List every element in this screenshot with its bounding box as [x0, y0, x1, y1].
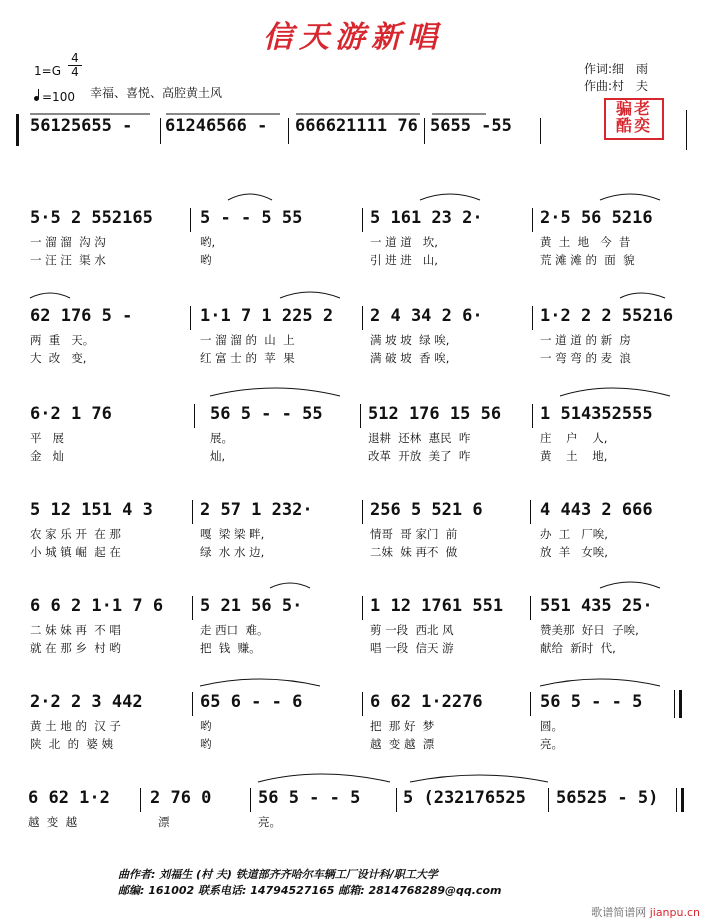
slur-arc [280, 292, 340, 298]
lyrics-verse-1: 一 溜 溜 的 山 上 [200, 333, 295, 347]
measure-notes: 1·2 2 2 55216 [540, 306, 674, 326]
seal-line-2: 酷奕 [615, 116, 652, 135]
lyrics-verse-2: 黄 土 地, [540, 449, 608, 463]
slur-arc [410, 775, 548, 782]
measure-notes: 5 161 23 2· [370, 208, 483, 228]
slur-arc [540, 679, 660, 686]
measure-notes: 56525 - 5) [556, 788, 659, 808]
slur-arc [200, 679, 320, 686]
lyrics-verse-1: 一 道 道 坎, [370, 235, 438, 249]
lyrics-verse-1: 圆。 [540, 719, 563, 733]
lyrics-verse-2: 就 在 那 乡 村 哟 [30, 641, 121, 655]
lyrics-verse-2: 亮。 [540, 737, 563, 751]
measure-notes: 56 5 - - 5 [540, 692, 643, 712]
measure-notes: 2 4 34 2 6· [370, 306, 483, 326]
lyrics-verse-2: 哟 [200, 253, 212, 267]
composer-credit: 作曲:村 夫 [584, 79, 649, 93]
lyrics-verse-1: 情哥 哥 家门 前 [370, 527, 458, 541]
measure-notes: 551 435 25· [540, 596, 653, 616]
measure-notes: 5655 -55 [430, 116, 512, 136]
lyrics-verse-2: 灿, [210, 449, 226, 463]
lyrics-verse-2: 大 改 变, [30, 351, 87, 365]
lyrics-verse-1: 二 妹 妹 再 不 唱 [30, 623, 121, 637]
lyrics-verse-2: 越 变 越 漂 [370, 737, 435, 751]
site-watermark [591, 904, 700, 920]
slur-arc [600, 194, 660, 200]
lyrics-verse-1: 满 坡 坡 绿 唉, [370, 333, 450, 347]
lyrics-verse-2: 荒 滩 滩 的 面 貌 [540, 253, 635, 267]
lyrics-verse-2: 红 富 士 的 苹 果 [200, 351, 295, 365]
lyricist-credit: 作词:细 雨 [584, 62, 649, 76]
watermark-site: 歌谱简谱网 [591, 906, 647, 919]
measure-notes: 62 176 5 - [30, 306, 133, 326]
style-description: 幸福、喜悦、高腔黄土风 [90, 86, 223, 100]
lyrics-verse-2: 引 进 进 山, [370, 253, 438, 267]
lyrics-verse-2: 哟 [200, 737, 212, 751]
measure-notes: 56 5 - - 55 [210, 404, 323, 424]
measure-notes: 6 62 1·2 [28, 788, 110, 808]
lyrics-verse-2: 把 钱 赚。 [200, 641, 261, 655]
slur-arc [620, 293, 665, 298]
measure-notes: 5 12 151 4 3 [30, 500, 153, 520]
measure-notes: 61246566 - [165, 116, 268, 136]
lyrics-verse-1: 黄 土 地 的 汉 子 [30, 719, 121, 733]
lyrics-verse-2: 改革 开放 美了 咋 [368, 449, 471, 463]
lyrics-verse-1: 农 家 乐 开 在 那 [30, 527, 121, 541]
lyrics-verse-1: 越 变 越 [28, 815, 78, 829]
lyrics-verse-2: 一 弯 弯 的 麦 浪 [540, 351, 631, 365]
measure-notes: 65 6 - - 6 [200, 692, 303, 712]
measure-notes: 5 (232176525 [403, 788, 526, 808]
measure-notes: 5 21 56 5· [200, 596, 303, 616]
lyrics-verse-1: 把 那 好 梦 [370, 719, 435, 733]
lyrics-verse-2: 一 汪 汪 渠 水 [30, 253, 106, 267]
song-title: 信天游新唱 [263, 20, 443, 55]
key-signature: 1=G [34, 64, 61, 78]
measure-notes: 2·2 2 3 442 [30, 692, 143, 712]
measure-notes: 6·2 1 76 [30, 404, 112, 424]
lyrics-verse-2: 唱 一段 信天 游 [370, 641, 454, 655]
lyrics-verse-1: 一 溜 溜 沟 沟 [30, 235, 106, 249]
lyrics-verse-1: 展。 [210, 431, 233, 445]
meter-top: 4 [71, 51, 79, 65]
measure-notes: 6 62 1·2276 [370, 692, 483, 712]
slur-arc [270, 583, 310, 588]
measure-notes: 56125655 - [30, 116, 133, 136]
lyrics-verse-2: 陕 北 的 婆 姨 [30, 737, 114, 751]
slur-arc [210, 388, 340, 396]
slur-arc [560, 388, 670, 396]
lyrics-verse-1: 退耕 还林 惠民 咋 [368, 431, 471, 445]
lyrics-verse-2: 二妹 妹 再不 做 [370, 545, 458, 559]
lyrics-verse-2: 献给 新时 代, [540, 641, 616, 655]
lyrics-verse-1: 哟 [200, 719, 212, 733]
slur-arc [258, 774, 390, 782]
lyrics-verse-1: 黄 土 地 今 昔 [540, 235, 631, 249]
lyrics-verse-2: 小 城 镇 崛 起 在 [30, 545, 121, 559]
lyrics-verse-2: 金 灿 [30, 449, 64, 463]
measure-notes: 512 176 15 56 [368, 404, 502, 424]
meter-bottom: 4 [68, 65, 82, 79]
composer-info: 曲作者: 刘福生 (村 夫) 铁道部齐齐哈尔车辆工厂设计科/职工大学 [118, 868, 438, 881]
measure-notes: 1·1 7 1 225 2 [200, 306, 334, 326]
measure-notes: 2 57 1 232· [200, 500, 313, 520]
lyrics-verse-1: 平 展 [30, 431, 64, 445]
measure-notes: 5 - - 5 55 [200, 208, 303, 228]
lyrics-verse-2: 放 羊 女唉, [540, 545, 608, 559]
measure-notes: 6 6 2 1·1 7 6 [30, 596, 164, 616]
lyrics-verse-1: 两 重 天。 [30, 333, 95, 347]
measure-notes: 4 443 2 666 [540, 500, 653, 520]
lyrics-verse-1: 走 西口 难。 [200, 623, 269, 637]
slur-arc [420, 194, 480, 200]
lyrics-verse-1: 亮。 [258, 815, 281, 829]
contact-info: 邮编: 161002 联系电话: 14794527165 邮箱: 2814768289@qq.com [118, 884, 502, 897]
lyrics-verse-2: 满 破 坡 香 唉, [370, 351, 450, 365]
measure-notes: 256 5 521 6 [370, 500, 483, 520]
measure-notes: 1 514352555 [540, 404, 653, 424]
slur-arc [30, 293, 70, 298]
measure-notes: 1 12 1761 551 [370, 596, 504, 616]
measure-notes: 2 76 0 [150, 788, 212, 808]
lyrics-verse-1: 剪 一段 西北 风 [370, 623, 454, 637]
measure-notes: 56 5 - - 5 [258, 788, 361, 808]
watermark-url: jianpu.cn [649, 906, 700, 919]
measure-notes: 5·5 2 552165 [30, 208, 153, 228]
slur-arc [600, 582, 660, 588]
measure-notes: 2·5 56 5216 [540, 208, 653, 228]
seal-line-1: 骗老 [615, 99, 652, 118]
lyrics-verse-2: 绿 水 水 边, [200, 545, 265, 559]
measure-notes: 666621111 76 [295, 116, 418, 136]
slur-arc [228, 194, 272, 200]
lyrics-verse-1: 办 工 厂唉, [540, 527, 608, 541]
lyrics-verse-1: 一 道 道 的 新 房 [540, 333, 631, 347]
lyrics-verse-1: 庄 户 人, [540, 431, 608, 445]
lyrics-verse-1: 嘎 梁 梁 畔, [200, 527, 265, 541]
lyrics-verse-1: 漂 [158, 815, 170, 829]
lyrics-verse-1: 赞美那 好日 子唉, [540, 623, 639, 637]
tempo-value: =100 [42, 90, 75, 104]
lyrics-verse-1: 哟, [200, 235, 216, 249]
